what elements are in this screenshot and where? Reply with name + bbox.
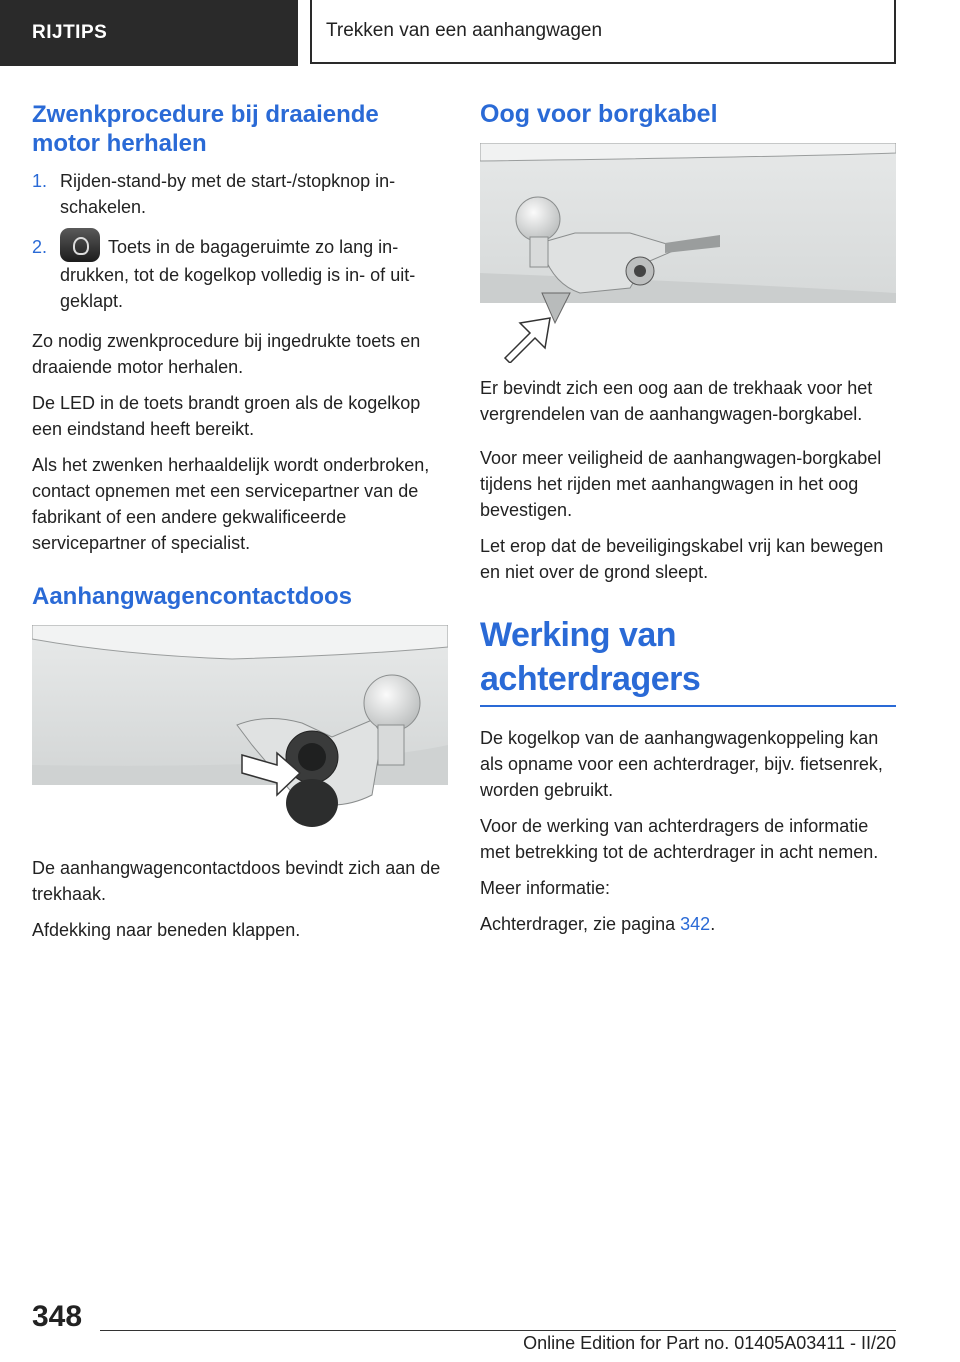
paragraph: Let erop dat de beveiligingskabel vrij kan bewegen en niet over de grond sleept. [480,536,884,582]
crossref-suffix: . [710,914,716,934]
paragraph-crossref [480,911,896,937]
crossref-text: Achterdrager, zie pagina [480,914,681,934]
paragraph: Zo nodig zwenkprocedure bij ingedrukte toets en draaiende motor herhalen. [32,331,421,378]
heading-bike-carrier: Werking van achterdragers [480,616,701,698]
paragraph: Afdekking naar beneden klappen. [32,920,301,941]
step-number: 1. [32,171,48,191]
step-text: Rijden-stand-by met de start-/stopknop inschakelen. [60,171,396,217]
left-column [32,100,448,953]
safety-cable-eye-illustration [480,143,896,363]
step-number: 2. [32,237,48,257]
step-item [32,234,448,314]
step-item [32,168,448,220]
paragraph: De aanhangwagencontactdoos bevindt zich aan de trekhaak. [32,858,441,905]
paragraph: Als het zwenken herhaaldelijk wordt onderbroken, contact opnemen met een servicepartner van de fabrikant of een andere gekwalificeerde servicepartner of specialist. [32,455,430,554]
steps-list [32,168,448,314]
section-tab: RIJTIPS [0,0,298,66]
heading-trailer-socket: Aanhangwagencontactdoos [32,583,353,611]
paragraph: De kogelkop van de aanhangwagenkoppeling kan als opname voor een achterdrager, bijv. fietsenrek, worden gebruikt. [480,728,883,800]
chapter-title: Trekken van een aanhangwagen [310,0,896,64]
page-header [0,0,960,66]
footer-rule [100,1330,896,1331]
step-text-wrap [60,234,448,314]
footer-edition: Online Edition for Part no. 01405A03411 - II/20 [523,1333,896,1353]
heading-safety-cable-eye: Oog voor borgkabel [480,100,718,128]
paragraph: Meer informatie: [480,878,611,898]
paragraph: Er bevindt zich een oog aan de trekhaak voor het vergrendelen van de aanhangwagen-borgkabel. [480,378,873,424]
heading-rule [480,705,896,707]
trailer-socket-illustration [32,625,448,845]
page-number: 348 [32,1300,83,1333]
heading-swivel-procedure: Zwenkprocedure bij draaiende motor herhalen [32,101,379,157]
paragraph: Voor meer veiligheid de aanhangwagen-borgkabel tijdens het rijden met aanhangwagen in het oog bevestigen. [480,448,882,520]
tow-hook-button-icon [60,228,100,262]
step-text: Toets in de bagageruimte zo lang indrukken, tot de kogelkop volledig is in- of uitgeklapt. [60,237,416,312]
paragraph: De LED in de toets brandt groen als de kogelkop een eindstand heeft bereikt. [32,393,421,440]
right-column [480,100,896,947]
paragraph: Voor de werking van achterdragers de informatie met betrekking tot de achterdrager in acht nemen. [480,816,879,862]
page-link[interactable]: 342 [680,914,711,934]
